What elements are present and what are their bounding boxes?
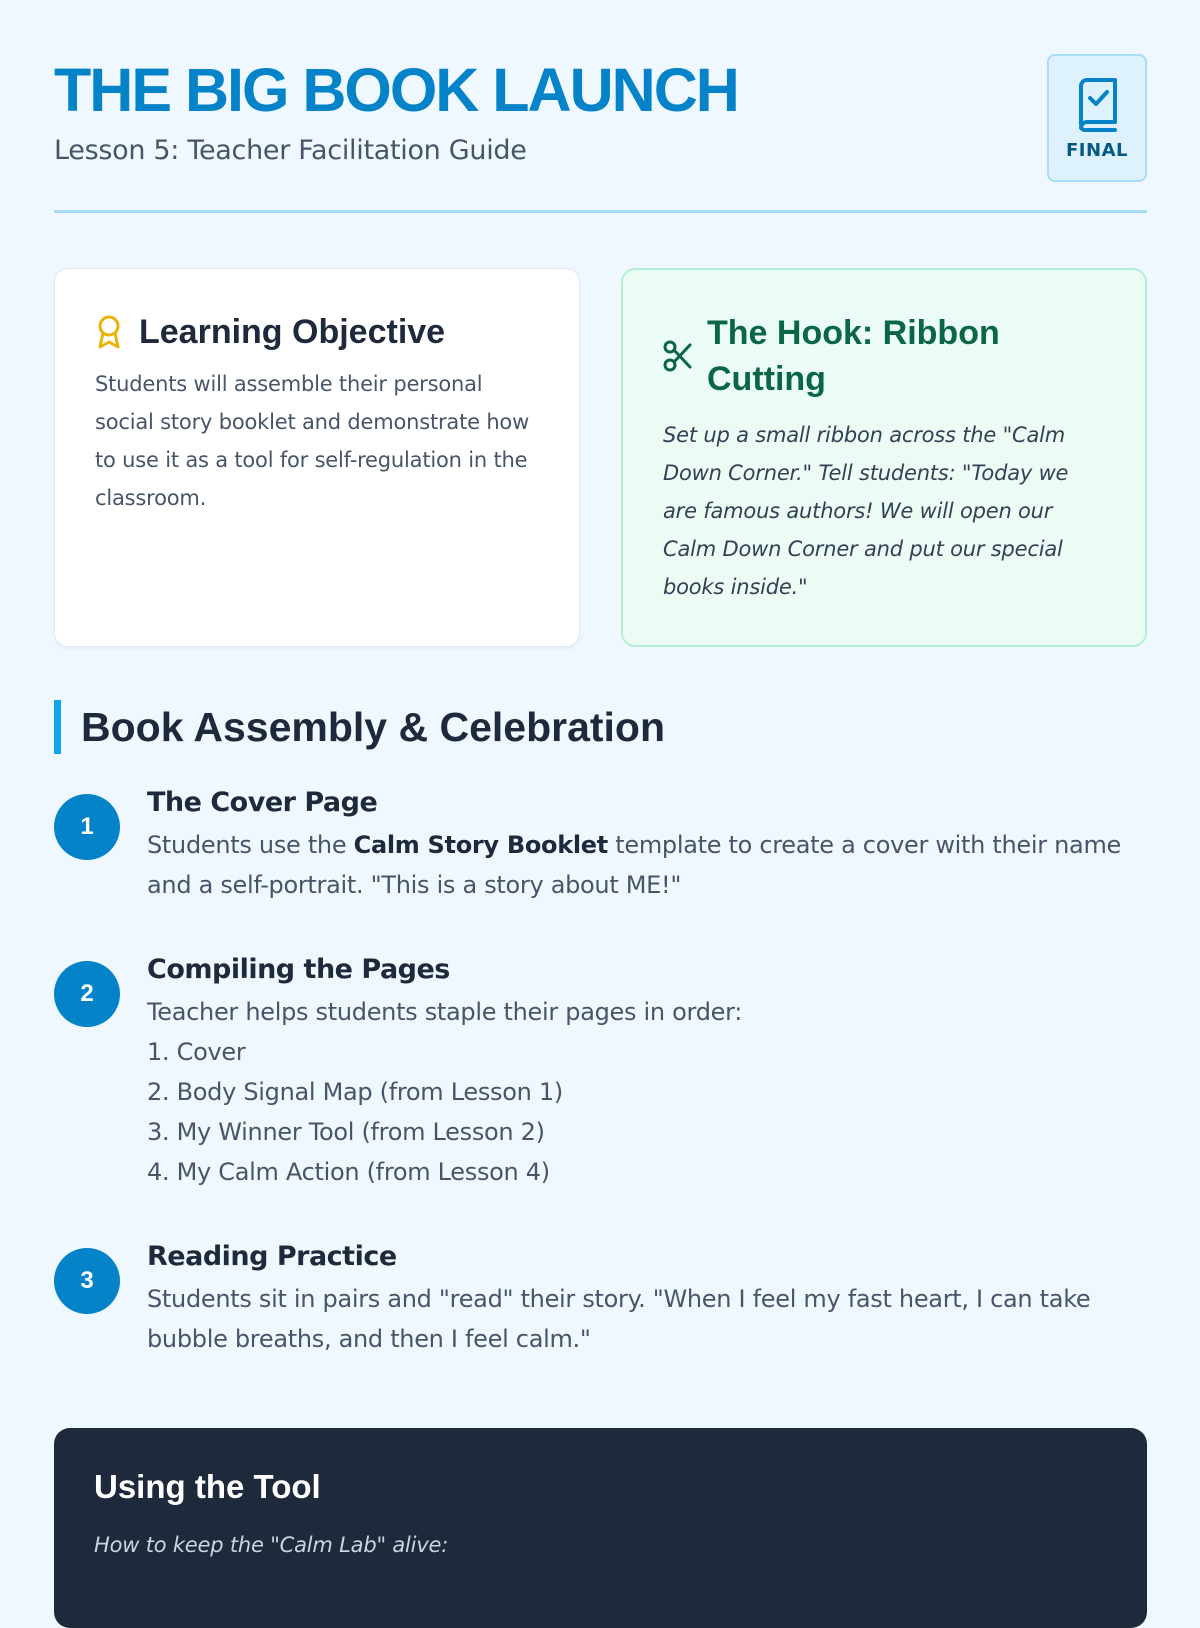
final-badge xyxy=(1047,54,1147,182)
step-content xyxy=(147,787,1147,905)
objective-text: Students will assemble their personal social story booklet and demonstrate how to use it as a tool for self-regulation in the classroom. xyxy=(95,372,530,510)
step-number: 2 xyxy=(54,961,120,1027)
step-content xyxy=(147,1241,1147,1359)
step-title: Reading Practice xyxy=(147,1241,397,1272)
hook-text: Set up a small ribbon across the "Calm Down Corner." Tell students: "Today we are famous authors! We will open our Calm Down Corner and put our special books inside." xyxy=(663,423,1069,599)
section-heading-text: Book Assembly & Celebration xyxy=(81,704,666,750)
list-item: 1. Cover xyxy=(147,1038,246,1066)
badge-label: FINAL xyxy=(1066,140,1128,161)
step-text-start: Students use the xyxy=(147,831,354,859)
scissors-icon xyxy=(663,340,693,372)
step-title: Compiling the Pages xyxy=(147,954,450,985)
hook-title: The Hook: Ribbon Cutting xyxy=(707,314,1000,398)
tool-panel-subtitle: How to keep the "Calm Lab" alive: xyxy=(94,1533,449,1557)
step-text xyxy=(147,825,1147,905)
using-the-tool-panel xyxy=(54,1428,1147,1628)
page-title: THE BIG BOOK LAUNCH xyxy=(54,56,738,124)
step-number: 1 xyxy=(54,794,120,860)
page-header xyxy=(54,54,1147,212)
header-divider xyxy=(54,210,1147,213)
list-item: 2. Body Signal Map (from Lesson 1) xyxy=(147,1078,563,1106)
section-heading xyxy=(54,700,665,754)
step-number: 3 xyxy=(54,1248,120,1314)
page-subtitle: Lesson 5: Teacher Facilitation Guide xyxy=(54,135,527,166)
objective-title: Learning Objective xyxy=(139,313,446,351)
card-header xyxy=(95,309,539,355)
step-title: The Cover Page xyxy=(147,787,378,818)
list-item: 3. My Winner Tool (from Lesson 2) xyxy=(147,1118,545,1146)
tool-panel-title: Using the Tool xyxy=(94,1468,321,1505)
award-ribbon-icon xyxy=(95,315,123,349)
card-header xyxy=(663,310,1105,402)
booklet-template-name: Calm Story Booklet xyxy=(353,831,608,859)
page-order-list xyxy=(147,1032,1147,1192)
learning-objective-card xyxy=(54,268,580,647)
step-text-end: template to create a cover with their name and a self-portrait. "This is a story about ME!" xyxy=(147,831,1122,899)
step-text: Students sit in pairs and "read" their story. "When I feel my fast heart, I can take bubble breaths, and then I feel calm." xyxy=(147,1285,1091,1353)
list-item: 4. My Calm Action (from Lesson 4) xyxy=(147,1158,550,1186)
hook-card xyxy=(621,268,1147,647)
book-check-icon xyxy=(1077,78,1121,132)
step-text: Teacher helps students staple their pages in order: xyxy=(147,998,743,1026)
step-content xyxy=(147,954,1147,1192)
